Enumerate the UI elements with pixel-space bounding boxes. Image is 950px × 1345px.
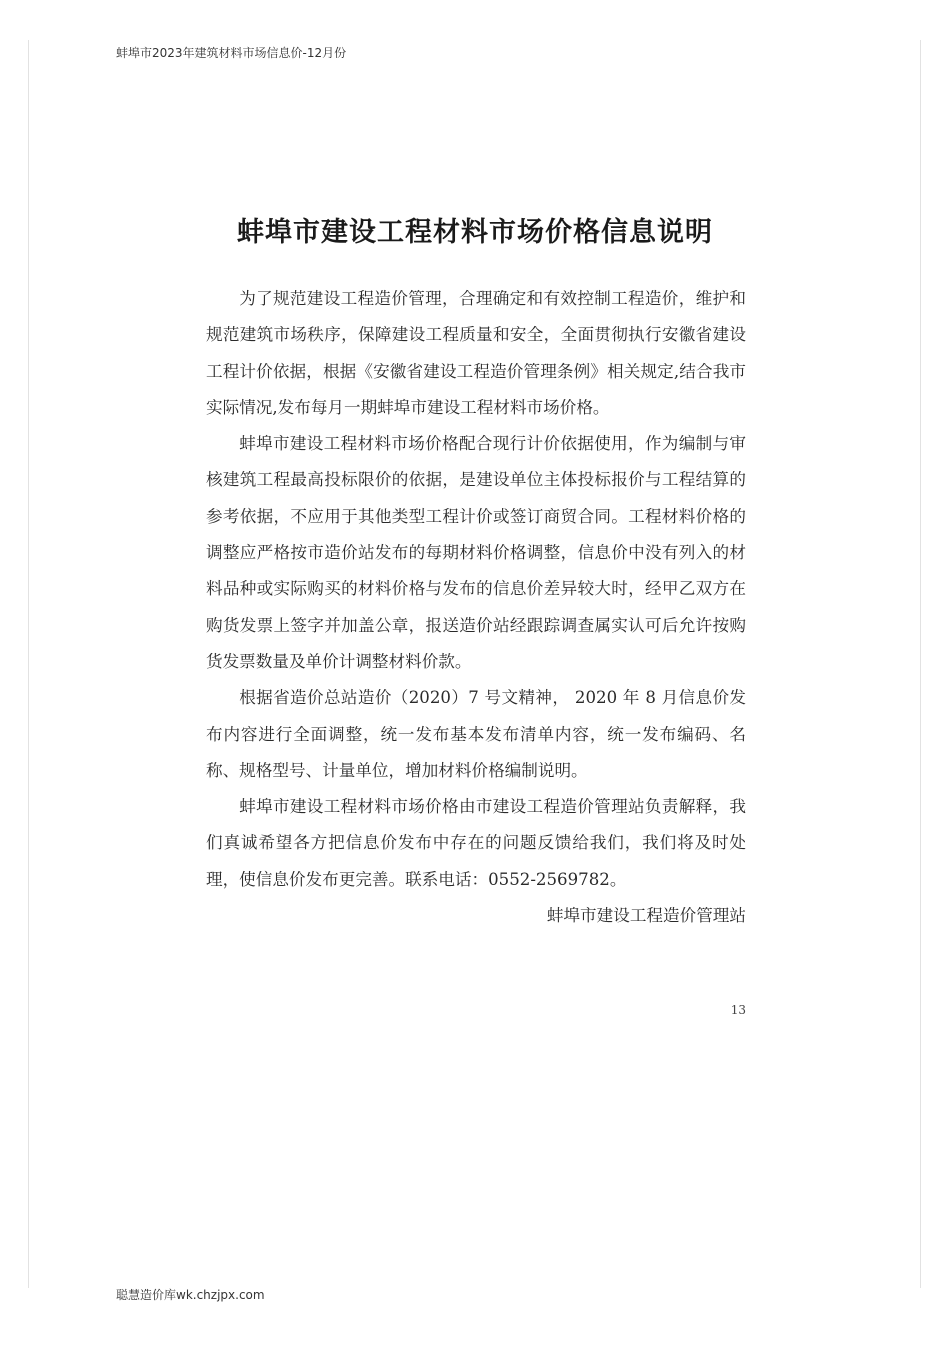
running-footer: 聪慧造价库wk.chzjpx.com bbox=[116, 1288, 265, 1302]
paragraph-3: 根据省造价总站造价（2020）7 号文精神， 2020 年 8 月信息价发布内容进行全面调整，统一发布基本发布清单内容，统一发布编码、名称、规格型号、计量单位，增加材料价格编制说明。 bbox=[206, 688, 746, 780]
document-title: 蚌埠市建设工程材料市场价格信息说明 bbox=[237, 217, 713, 248]
paragraph-4: 蚌埠市建设工程材料市场价格由市建设工程造价管理站负责解释，我们真诚希望各方把信息价发布中存在的问题反馈给我们，我们将及时处理，使信息价发布更完善。联系电话：0552-2569782。 bbox=[206, 797, 746, 889]
paragraph-1: 为了规范建设工程造价管理，合理确定和有效控制工程造价，维护和规范建筑市场秩序，保障建设工程质量和安全，全面贯彻执行安徽省建设工程计价依据，根据《安徽省建设工程造价管理条例》相关规定,结合我市实际情况,发布每月一期蚌埠市建设工程材料市场价格。 bbox=[206, 289, 746, 417]
page-number: 13 bbox=[730, 1003, 746, 1017]
running-header: 蚌埠市2023年建筑材料市场信息价-12月份 bbox=[116, 46, 347, 60]
signature: 蚌埠市建设工程造价管理站 bbox=[546, 906, 746, 926]
paragraph-2: 蚌埠市建设工程材料市场价格配合现行计价依据使用，作为编制与审核建筑工程最高投标限价的依据，是建设单位主体投标报价与工程结算的参考依据，不应用于其他类型工程计价或签订商贸合同。工程材料价格的调整应严格按市造价站发布的每期材料价格调整，信息价中没有列入的材料品种或实际购买的材料价格与发布的信息价差异较大时，经甲乙双方在购货发票上签字并加盖公章，报送造价站经跟踪调查属实认可后允许按购货发票数量及单价计调整材料价款。 bbox=[206, 434, 746, 671]
document-body bbox=[206, 281, 746, 934]
